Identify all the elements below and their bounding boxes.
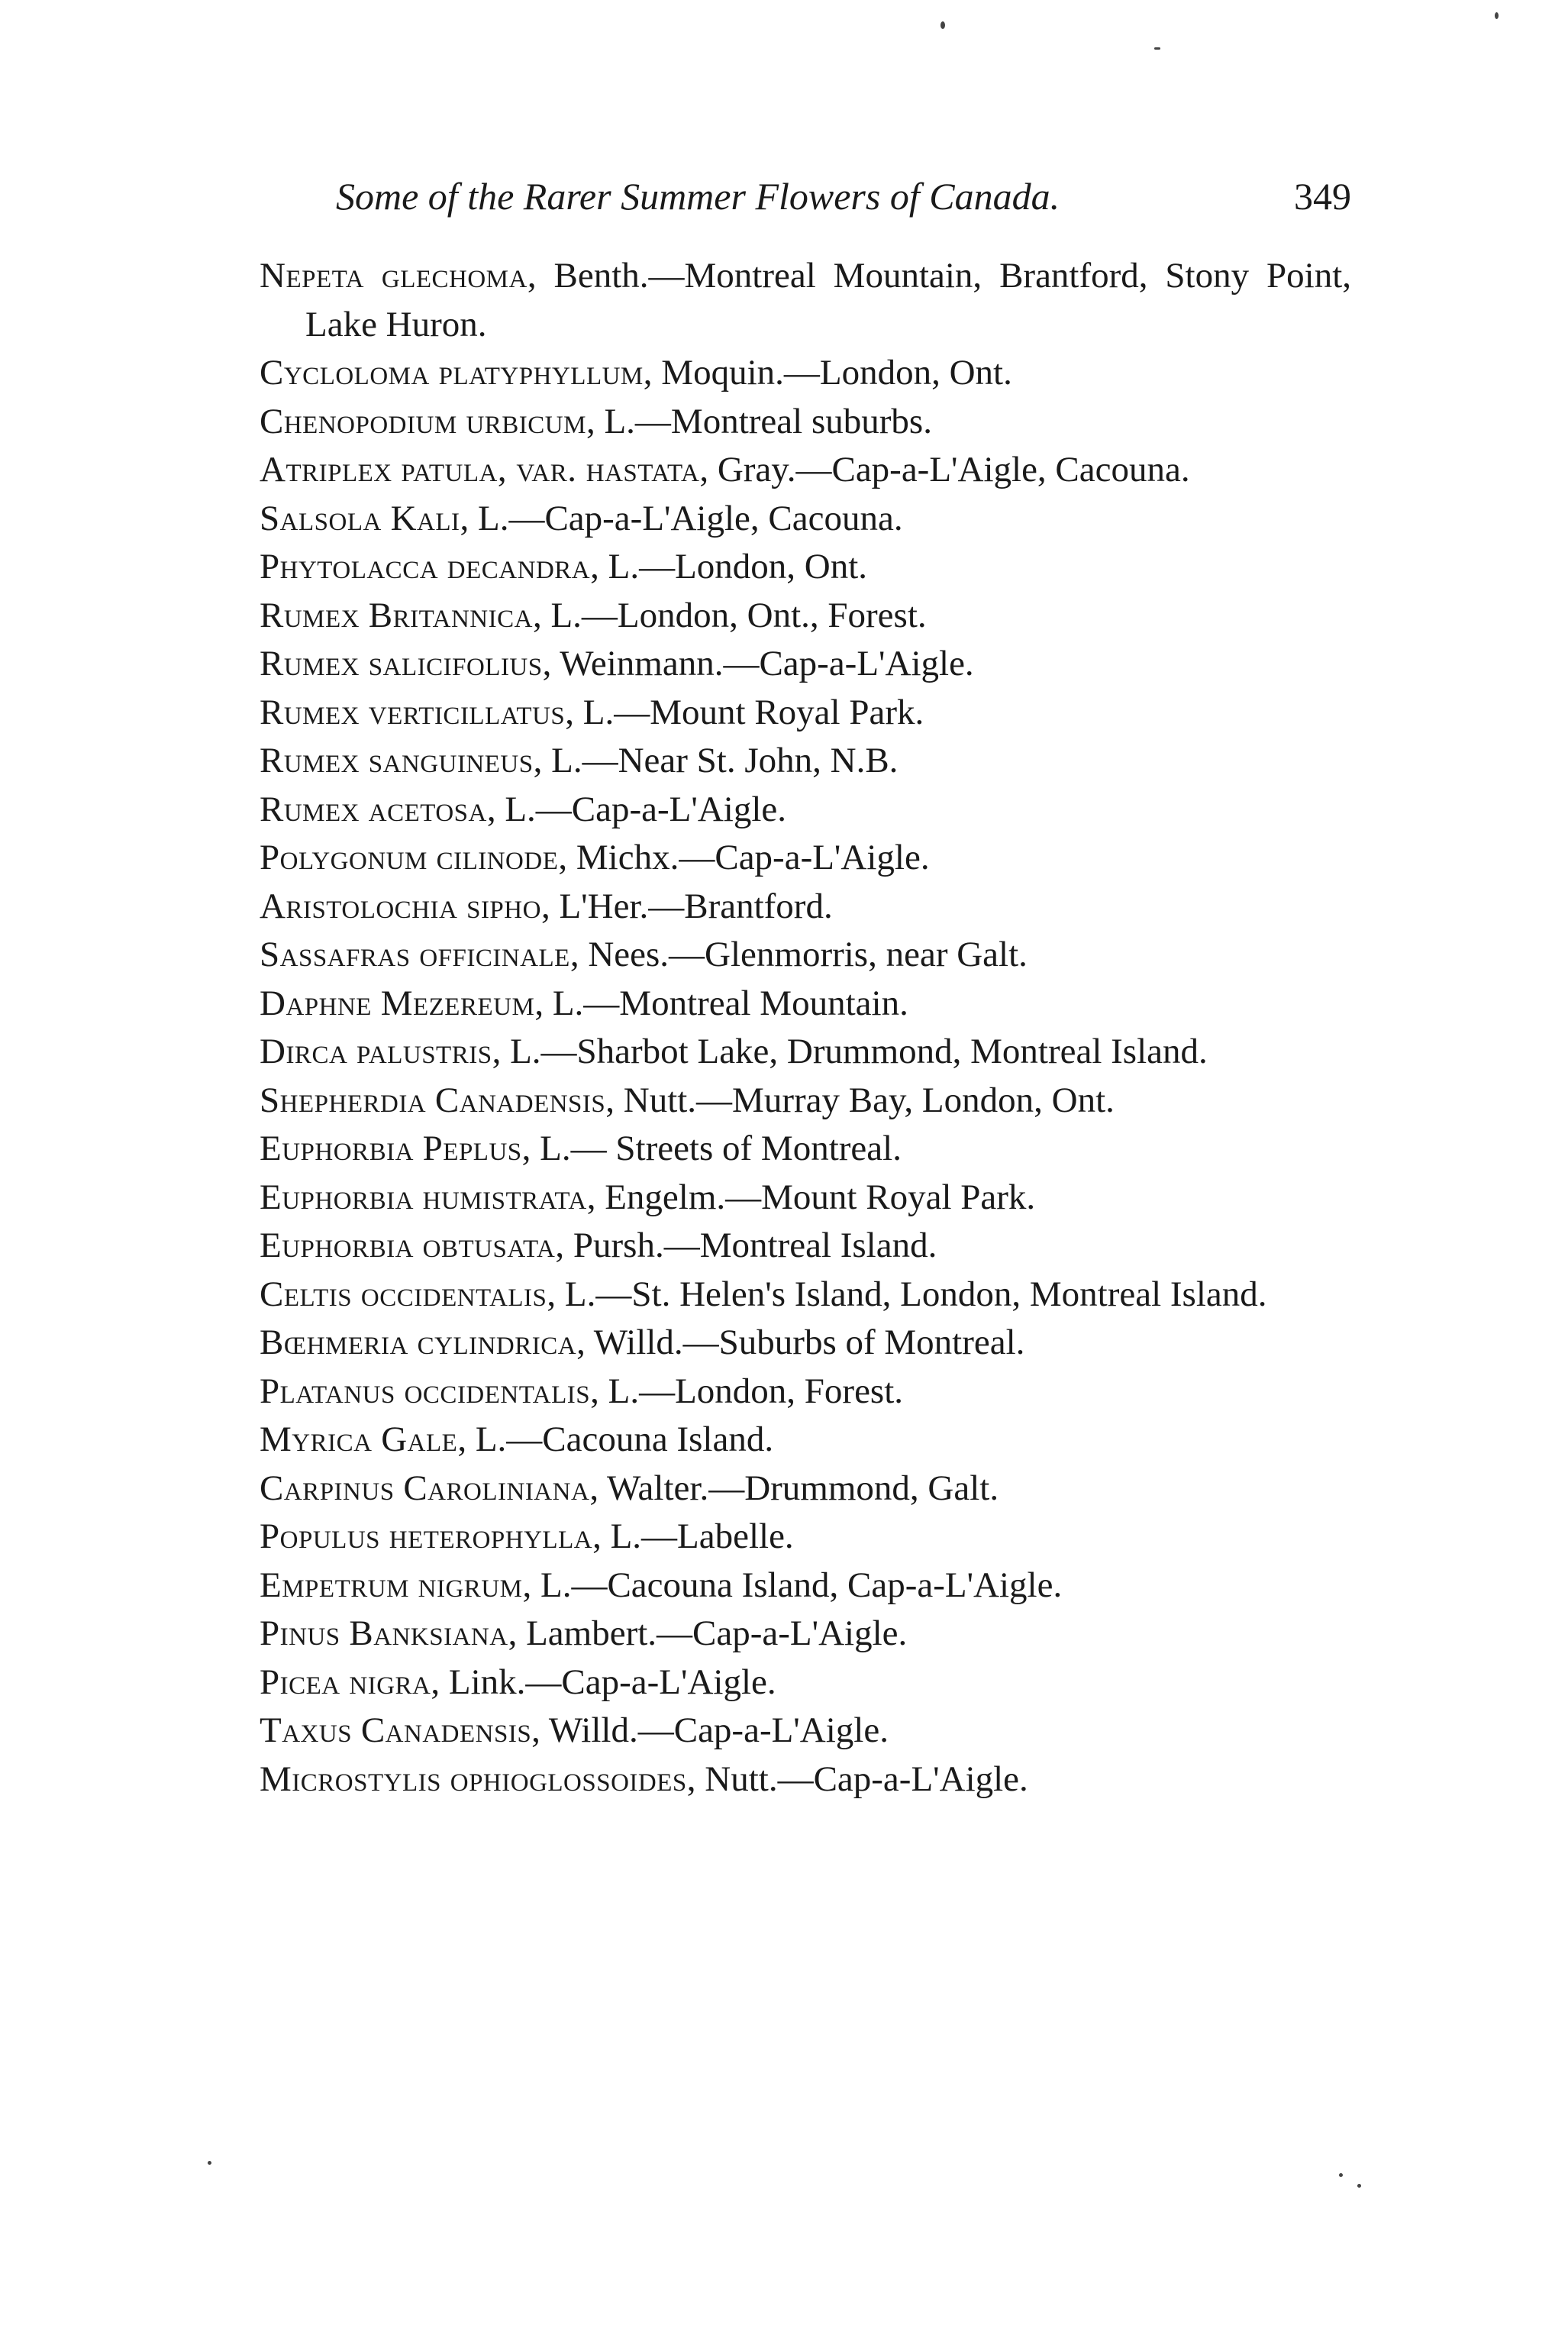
genus-name: Picea	[260, 1662, 340, 1702]
authority-and-locality: , Engelm.—Mount Royal Park.	[586, 1177, 1036, 1217]
species-name: patula, var. hastata	[401, 450, 700, 489]
list-item	[260, 1659, 1351, 1707]
authority-and-locality: , Moquin.—London, Ont.	[643, 353, 1012, 392]
genus-name: Bœhmeria	[260, 1323, 408, 1362]
list-item	[260, 349, 1351, 398]
scan-speck	[1495, 12, 1499, 19]
species-name: glechoma	[381, 256, 528, 296]
genus-name: Dirca	[260, 1032, 348, 1071]
genus-name: Rumex	[260, 789, 360, 829]
authority-and-locality: , L.—Near St. John, N.B.	[533, 741, 899, 780]
scan-speck	[1357, 2184, 1361, 2188]
genus-name: Nepeta	[260, 256, 364, 296]
species-name: Canadensis	[360, 1710, 532, 1750]
species-name: acetosa	[368, 789, 487, 829]
authority-and-locality: , Pursh.—Montreal Island.	[555, 1226, 937, 1265]
authority-and-locality: , L.—Montreal suburbs.	[586, 401, 932, 441]
genus-name: Celtis	[260, 1274, 353, 1314]
species-name: Kali	[390, 498, 460, 538]
genus-name: Carpinus	[260, 1468, 395, 1508]
species-name: heterophylla	[389, 1516, 593, 1556]
authority-and-locality: , Willd.—Cap-a-L'Aigle.	[531, 1710, 889, 1750]
genus-name: Platanus	[260, 1371, 395, 1411]
list-item	[260, 1465, 1351, 1513]
authority-and-locality: , Benth.—Montreal Mountain, Brantford, Stony Point, Lake Huron.	[305, 256, 1351, 344]
species-name: Gale	[381, 1420, 458, 1459]
list-item	[260, 1562, 1351, 1610]
genus-name: Taxus	[260, 1710, 353, 1750]
species-name: nigrum	[418, 1565, 523, 1605]
list-item	[260, 1319, 1351, 1368]
genus-name: Polygonum	[260, 838, 427, 877]
species-name: Peplus	[422, 1129, 522, 1168]
authority-and-locality: , Gray.—Cap-a-L'Aigle, Cacouna.	[699, 450, 1190, 489]
authority-and-locality: , Weinmann.—Cap-a-L'Aigle.	[542, 644, 974, 683]
running-title: Some of the Rarer Summer Flowers of Canada.	[336, 175, 1060, 218]
list-item	[260, 398, 1351, 447]
authority-and-locality: , L.—Mount Royal Park.	[565, 692, 924, 732]
list-item	[260, 446, 1351, 495]
genus-name: Chenopodium	[260, 401, 457, 441]
list-item	[260, 252, 1351, 349]
authority-and-locality: , L.—Sharbot Lake, Drummond, Montreal Island.	[492, 1032, 1208, 1071]
genus-name: Daphne	[260, 983, 372, 1023]
genus-name: Sassafras	[260, 935, 411, 974]
list-item	[260, 1513, 1351, 1562]
list-item	[260, 1755, 1351, 1804]
species-name: palustris	[357, 1032, 492, 1071]
species-name: verticillatus	[368, 692, 566, 732]
scan-speck	[1154, 47, 1160, 50]
species-name: occidentalis	[404, 1371, 591, 1411]
scan-speck	[940, 21, 945, 29]
species-name: Canadensis	[434, 1080, 606, 1120]
genus-name: Rumex	[260, 644, 360, 683]
genus-name: Euphorbia	[260, 1177, 414, 1217]
authority-and-locality: , L.—St. Helen's Island, London, Montreal Island.	[547, 1274, 1267, 1314]
list-item	[260, 1077, 1351, 1126]
species-name: sipho	[466, 886, 541, 926]
list-item	[260, 1610, 1351, 1659]
authority-and-locality: , L.—Cap-a-L'Aigle, Cacouna.	[460, 498, 903, 538]
authority-and-locality: , L.—Labelle.	[592, 1516, 794, 1556]
genus-name: Phytolacca	[260, 547, 439, 586]
species-name: officinale	[419, 935, 570, 974]
authority-and-locality: , L.—London, Ont., Forest.	[532, 595, 927, 635]
list-item	[260, 1368, 1351, 1416]
list-item	[260, 1222, 1351, 1271]
species-list	[260, 252, 1351, 1804]
list-item	[260, 1028, 1351, 1077]
genus-name: Aristolochia	[260, 886, 458, 926]
authority-and-locality: , Lambert.—Cap-a-L'Aigle.	[508, 1613, 908, 1653]
authority-and-locality: , L.— Streets of Montreal.	[521, 1129, 902, 1168]
species-name: Caroliniana	[403, 1468, 590, 1508]
genus-name: Rumex	[260, 595, 360, 635]
authority-and-locality: , L.—Cacouna Island, Cap-a-L'Aigle.	[522, 1565, 1063, 1605]
list-item	[260, 1125, 1351, 1174]
list-item	[260, 495, 1351, 544]
genus-name: Rumex	[260, 692, 360, 732]
species-name: salicifolius	[368, 644, 543, 683]
genus-name: Salsola	[260, 498, 382, 538]
genus-name: Shepherdia	[260, 1080, 427, 1120]
list-item	[260, 592, 1351, 641]
genus-name: Populus	[260, 1516, 380, 1556]
list-item	[260, 883, 1351, 932]
genus-name: Rumex	[260, 741, 360, 780]
genus-name: Myrica	[260, 1420, 373, 1459]
list-item	[260, 1271, 1351, 1319]
authority-and-locality: , L'Her.—Brantford.	[540, 886, 833, 926]
genus-name: Cycloloma	[260, 353, 430, 392]
list-item	[260, 689, 1351, 738]
list-item	[260, 1707, 1351, 1755]
species-name: cylindrica	[417, 1323, 577, 1362]
authority-and-locality: , Nees.—Glenmorris, near Galt.	[569, 935, 1028, 974]
list-item	[260, 640, 1351, 689]
genus-name: Pinus	[260, 1613, 340, 1653]
list-item	[260, 1416, 1351, 1465]
scan-speck	[1339, 2173, 1343, 2177]
species-name: humistrata	[422, 1177, 587, 1217]
authority-and-locality: , Link.—Cap-a-L'Aigle.	[431, 1662, 776, 1702]
genus-name: Euphorbia	[260, 1226, 414, 1265]
species-name: sanguineus	[368, 741, 534, 780]
authority-and-locality: , Willd.—Suburbs of Montreal.	[576, 1323, 1025, 1362]
species-name: decandra	[447, 547, 591, 586]
genus-name: Euphorbia	[260, 1129, 414, 1168]
authority-and-locality: , L.—Cap-a-L'Aigle.	[486, 789, 787, 829]
species-name: Mezereum	[380, 983, 535, 1023]
species-name: cilinode	[436, 838, 559, 877]
list-item	[260, 1174, 1351, 1223]
authority-and-locality: , Nutt.—Murray Bay, London, Ont.	[605, 1080, 1115, 1120]
list-item	[260, 543, 1351, 592]
list-item	[260, 980, 1351, 1029]
genus-name: Empetrum	[260, 1565, 409, 1605]
authority-and-locality: , Nutt.—Cap-a-L'Aigle.	[686, 1759, 1028, 1799]
species-name: Banksiana	[349, 1613, 508, 1653]
authority-and-locality: , L.—Cacouna Island.	[457, 1420, 774, 1459]
scan-speck	[208, 2161, 211, 2165]
list-item	[260, 834, 1351, 883]
genus-name: Atriplex	[260, 450, 392, 489]
species-name: obtusata	[422, 1226, 556, 1265]
list-item	[260, 737, 1351, 786]
page-number: 349	[1294, 175, 1351, 218]
species-name: ophioglossoides	[450, 1759, 687, 1799]
species-name: platyphyllum	[438, 353, 644, 392]
authority-and-locality: , L.—London, Ont.	[590, 547, 868, 586]
species-name: nigra	[349, 1662, 431, 1702]
species-name: Britannica	[368, 595, 533, 635]
authority-and-locality: , L.—Montreal Mountain.	[534, 983, 908, 1023]
genus-name: Microstylis	[260, 1759, 441, 1799]
running-head	[336, 174, 1351, 228]
species-name: occidentalis	[360, 1274, 547, 1314]
authority-and-locality: , Michx.—Cap-a-L'Aigle.	[558, 838, 930, 877]
species-name: urbicum	[466, 401, 586, 441]
list-item	[260, 786, 1351, 835]
authority-and-locality: , Walter.—Drummond, Galt.	[589, 1468, 999, 1508]
list-item	[260, 931, 1351, 980]
authority-and-locality: , L.—London, Forest.	[590, 1371, 904, 1411]
